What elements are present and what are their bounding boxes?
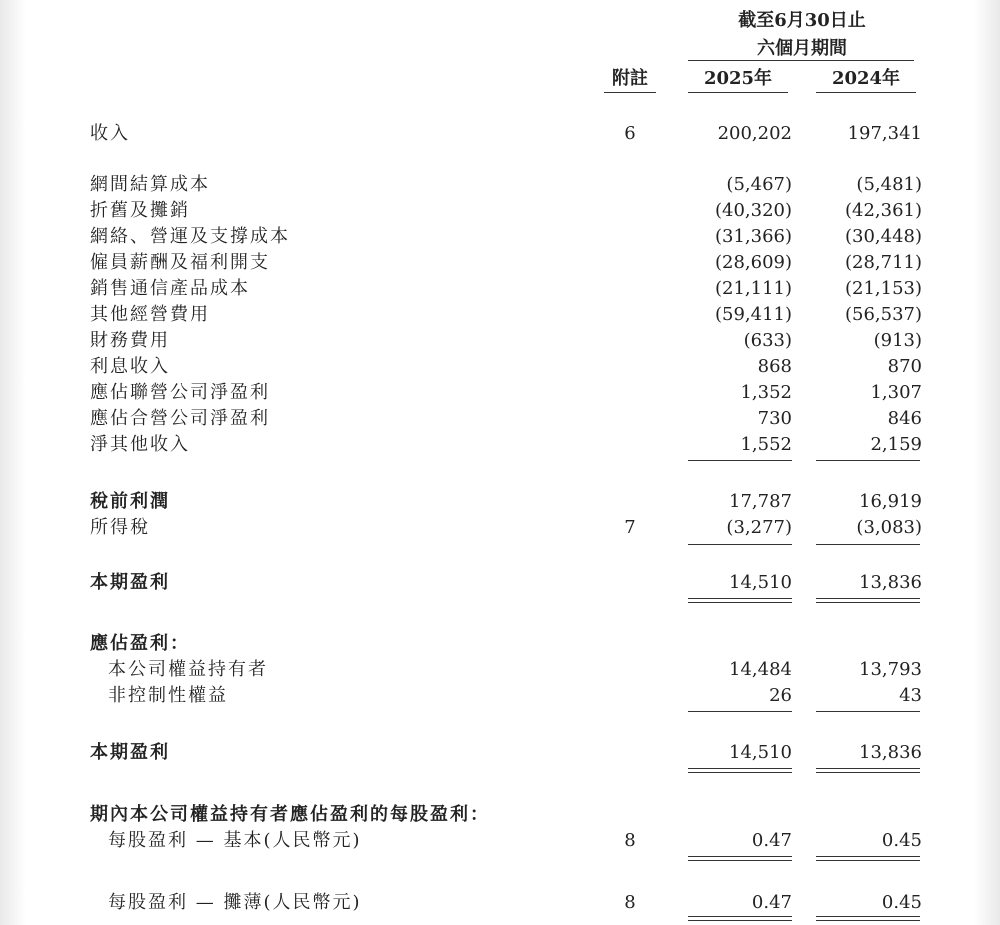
- row-label: 淨其他收入: [90, 434, 190, 455]
- value-2024: 0.45: [881, 892, 922, 913]
- year-2024-header-rule: [816, 92, 916, 93]
- value-2024: (21,153): [844, 278, 922, 299]
- row-label: 所得稅: [90, 517, 150, 538]
- table-row-non-controlling: [0, 683, 1000, 709]
- table-row-joint-ventures: [0, 406, 1000, 432]
- value-2024: (56,537): [844, 304, 922, 325]
- value-2024: 2,159: [870, 434, 922, 455]
- row-label: 銷售通信產品成本: [90, 278, 250, 299]
- row-label: 本期盈利: [90, 742, 170, 763]
- row-label: 本公司權益持有者: [108, 659, 268, 680]
- row-note: 6: [624, 123, 636, 144]
- value-2025: 200,202: [717, 123, 792, 144]
- table-row-associates: [0, 380, 1000, 406]
- value-2024: (42,361): [844, 200, 922, 221]
- table-row-interest-income: [0, 354, 1000, 380]
- total-double-rule-2025: [688, 598, 792, 603]
- value-2024: 13,836: [859, 742, 922, 763]
- year-2025-header: 2025年: [703, 68, 773, 89]
- table-row-personnel: [0, 250, 1000, 276]
- value-2025: 730: [757, 408, 792, 429]
- row-label: 應佔盈利：: [90, 633, 190, 654]
- value-2024: (28,711): [844, 252, 922, 273]
- attrib-rule-2025: [688, 711, 792, 712]
- year-2025-header-rule: [688, 92, 788, 93]
- year-2024-header: 2024年: [831, 68, 901, 89]
- table-row-pretax-profit: [0, 489, 1000, 515]
- total-double-rule-2024-b: [816, 768, 920, 773]
- value-2024: 13,836: [859, 572, 922, 593]
- eps-diluted-double-rule-2025: [688, 916, 792, 921]
- subtotal-rule-2025: [688, 460, 792, 461]
- table-row-other-opex: [0, 302, 1000, 328]
- row-label: 折舊及攤銷: [90, 200, 190, 221]
- table-row-revenue: [0, 121, 1000, 147]
- value-2025: (40,320): [714, 200, 792, 221]
- row-label: 每股盈利 — 攤薄(人民幣元): [108, 892, 362, 913]
- value-2024: (5,481): [856, 174, 922, 195]
- value-2025: (633): [743, 330, 792, 351]
- row-label: 期內本公司權益持有者應佔盈利的每股盈利：: [90, 804, 490, 825]
- row-note: 8: [624, 892, 636, 913]
- table-row-eps-heading: [0, 802, 1000, 828]
- tax-rule-2025: [688, 544, 792, 545]
- value-2025: (28,609): [714, 252, 792, 273]
- value-2025: (21,111): [714, 278, 792, 299]
- table-row-eps-diluted: [0, 890, 1000, 916]
- note-column-header: 附註: [612, 68, 648, 89]
- eps-diluted-double-rule-2024: [816, 916, 920, 921]
- value-2025: 1,552: [740, 434, 792, 455]
- row-label: 非控制性權益: [108, 685, 228, 706]
- value-2025: 0.47: [751, 892, 792, 913]
- value-2024: 13,793: [859, 659, 922, 680]
- table-row-attributable-heading: [0, 631, 1000, 657]
- row-label: 財務費用: [90, 330, 170, 351]
- table-row-finance-cost: [0, 328, 1000, 354]
- value-2025: 14,510: [729, 572, 792, 593]
- value-2025: (5,467): [726, 174, 792, 195]
- table-row-depreciation: [0, 198, 1000, 224]
- table-row-telecom-goods: [0, 276, 1000, 302]
- value-2024: (913): [873, 330, 922, 351]
- total-double-rule-2025-b: [688, 768, 792, 773]
- value-2024: 16,919: [859, 491, 922, 512]
- value-2025: 17,787: [729, 491, 792, 512]
- table-row-other-income: [0, 432, 1000, 458]
- eps-basic-double-rule-2024: [816, 856, 920, 861]
- table-row-period-profit-2: [0, 740, 1000, 766]
- value-2025: (59,411): [714, 304, 792, 325]
- table-row-income-tax: [0, 515, 1000, 541]
- value-2025: 26: [769, 685, 792, 706]
- row-label: 利息收入: [90, 356, 170, 377]
- period-heading-line2: 六個月期間: [757, 38, 847, 59]
- row-label: 其他經營費用: [90, 304, 210, 325]
- row-label: 收入: [90, 123, 130, 144]
- value-2025: 0.47: [751, 830, 792, 851]
- note-header-rule: [604, 92, 656, 93]
- row-note: 7: [624, 517, 636, 538]
- row-label: 每股盈利 — 基本(人民幣元): [108, 830, 362, 851]
- table-row-network-cost: [0, 224, 1000, 250]
- tax-rule-2024: [816, 544, 920, 545]
- row-note: 8: [624, 830, 636, 851]
- table-row-eps-basic: [0, 828, 1000, 854]
- value-2025: (3,277): [726, 517, 792, 538]
- value-2024: 197,341: [847, 123, 922, 144]
- eps-basic-double-rule-2025: [688, 856, 792, 861]
- value-2025: 14,484: [729, 659, 792, 680]
- value-2024: (30,448): [844, 226, 922, 247]
- value-2025: 868: [757, 356, 792, 377]
- subtotal-rule-2024: [816, 460, 920, 461]
- period-heading-line1: 截至6月30日止: [738, 10, 866, 31]
- value-2025: 1,352: [740, 382, 792, 403]
- row-label: 應佔合營公司淨盈利: [90, 408, 270, 429]
- attrib-rule-2024: [816, 711, 920, 712]
- value-2024: (3,083): [856, 517, 922, 538]
- value-2024: 1,307: [870, 382, 922, 403]
- value-2024: 870: [887, 356, 922, 377]
- period-heading-rule: [688, 60, 914, 61]
- value-2024: 43: [899, 685, 922, 706]
- table-row-equity-holders: [0, 657, 1000, 683]
- row-label: 僱員薪酬及福利開支: [90, 252, 270, 273]
- row-label: 網間結算成本: [90, 174, 210, 195]
- row-label: 網絡、營運及支撐成本: [90, 226, 290, 247]
- value-2025: 14,510: [729, 742, 792, 763]
- value-2025: (31,366): [714, 226, 792, 247]
- table-row-interconnect: [0, 172, 1000, 198]
- value-2024: 0.45: [881, 830, 922, 851]
- value-2024: 846: [887, 408, 922, 429]
- table-row-period-profit: [0, 570, 1000, 596]
- row-label: 應佔聯營公司淨盈利: [90, 382, 270, 403]
- total-double-rule-2024: [816, 598, 920, 603]
- row-label: 本期盈利: [90, 572, 170, 593]
- row-label: 稅前利潤: [90, 491, 170, 512]
